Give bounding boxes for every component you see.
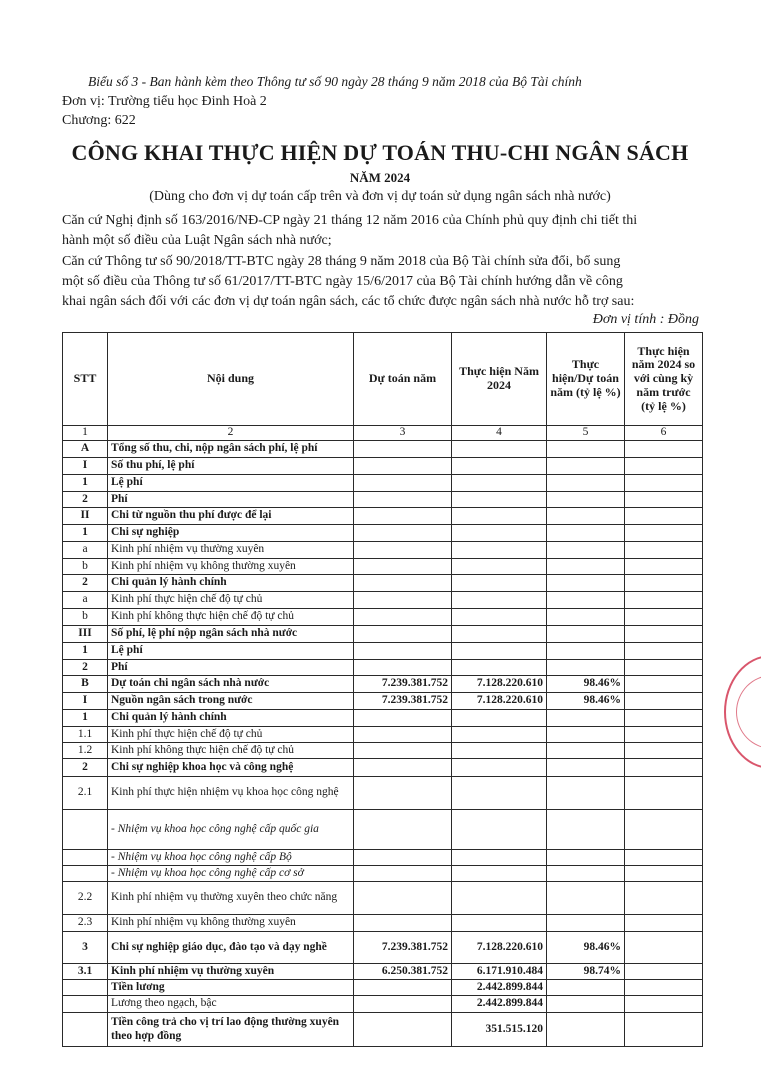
cell-content: Nguồn ngân sách trong nước (108, 693, 354, 710)
table-row (63, 850, 703, 866)
cell-ratio (547, 559, 625, 575)
cell-estimate (354, 850, 452, 866)
cell-yoy (625, 626, 703, 643)
cell-stt: 2.2 (63, 882, 108, 915)
index-cell: 4 (452, 426, 547, 441)
cell-content: Phí (108, 660, 354, 676)
cell-ratio (547, 542, 625, 559)
cell-stt: I (63, 693, 108, 710)
cell-ratio: 98.46% (547, 932, 625, 964)
cell-actual (452, 525, 547, 542)
table-row (63, 592, 703, 609)
cell-estimate (354, 643, 452, 660)
cell-actual (452, 559, 547, 575)
cell-actual (452, 882, 547, 915)
header-stt: STT (63, 333, 108, 426)
cell-ratio (547, 759, 625, 777)
cell-ratio (547, 980, 625, 996)
cell-stt: 2 (63, 575, 108, 592)
cell-actual (452, 915, 547, 932)
cell-yoy (625, 882, 703, 915)
cell-content: Kinh phí nhiệm vụ thường xuyên (108, 542, 354, 559)
cell-content: Lương theo ngạch, bậc (108, 996, 354, 1013)
cell-content: Chi từ nguồn thu phí được để lại (108, 508, 354, 525)
cell-yoy (625, 1013, 703, 1047)
cell-ratio (547, 575, 625, 592)
cell-content: Kinh phí nhiệm vụ thường xuyên theo chức năng (108, 882, 354, 915)
cell-ratio (547, 1013, 625, 1047)
table-row (63, 660, 703, 676)
unit-name: Đơn vị: Trường tiểu học Đinh Hoà 2 (62, 94, 267, 109)
cell-content: Chi quản lý hành chính (108, 710, 354, 727)
cell-ratio (547, 609, 625, 626)
cell-estimate (354, 710, 452, 727)
cell-ratio (547, 866, 625, 882)
cell-estimate (354, 609, 452, 626)
basis-line-3: Căn cứ Thông tư số 90/2018/TT-BTC ngày 28 tháng 9 năm 2018 của Bộ Tài chính sửa đổi, bổ sung (62, 254, 621, 269)
page-title: CÔNG KHAI THỰC HIỆN DỰ TOÁN THU-CHI NGÂN SÁCH (71, 140, 689, 165)
table-row (63, 777, 703, 810)
cell-content: Số phí, lệ phí nộp ngân sách nhà nước (108, 626, 354, 643)
cell-actual: 7.128.220.610 (452, 932, 547, 964)
table-row (63, 1013, 703, 1047)
cell-yoy (625, 980, 703, 996)
cell-yoy (625, 866, 703, 882)
cell-content: Kinh phí thực hiện nhiệm vụ khoa học công nghệ (108, 777, 354, 810)
cell-yoy (625, 850, 703, 866)
cell-content: Tổng số thu, chi, nộp ngân sách phí, lệ phí (108, 441, 354, 458)
cell-actual: 2.442.899.844 (452, 980, 547, 996)
cell-ratio (547, 508, 625, 525)
cell-estimate (354, 441, 452, 458)
cell-content: Lệ phí (108, 643, 354, 660)
table-row (63, 810, 703, 850)
cell-actual (452, 727, 547, 743)
cell-ratio (547, 492, 625, 508)
header-estimate: Dự toán năm (354, 333, 452, 426)
table-row (63, 727, 703, 743)
cell-content: Kinh phí nhiệm vụ không thường xuyên (108, 559, 354, 575)
cell-stt (63, 1013, 108, 1047)
cell-content: Phí (108, 492, 354, 508)
cell-ratio (547, 525, 625, 542)
table-row (63, 915, 703, 932)
cell-estimate: 7.239.381.752 (354, 693, 452, 710)
cell-stt: 1.1 (63, 727, 108, 743)
header-yoy: Thực hiện năm 2024 so với cùng kỳ năm trước (tỷ lệ %) (625, 333, 703, 426)
cell-stt: 1 (63, 643, 108, 660)
basis-line-2: hành một số điều của Luật Ngân sách nhà nước; (62, 233, 332, 248)
table-row (63, 492, 703, 508)
cell-yoy (625, 777, 703, 810)
cell-ratio (547, 643, 625, 660)
basis-line-4: một số điều của Thông tư số 61/2017/TT-BTC ngày 15/6/2017 của Bộ Tài chính hướng dẫn về công (62, 274, 623, 289)
cell-actual: 7.128.220.610 (452, 693, 547, 710)
cell-actual (452, 575, 547, 592)
table-row (63, 609, 703, 626)
cell-ratio (547, 441, 625, 458)
index-cell: 2 (108, 426, 354, 441)
cell-ratio (547, 660, 625, 676)
cell-estimate (354, 727, 452, 743)
table-row (63, 508, 703, 525)
cell-actual (452, 866, 547, 882)
table-row (63, 575, 703, 592)
cell-yoy (625, 475, 703, 492)
cell-stt: 2.1 (63, 777, 108, 810)
cell-estimate (354, 810, 452, 850)
cell-content: Kinh phí nhiệm vụ không thường xuyên (108, 915, 354, 932)
cell-actual (452, 850, 547, 866)
table-row (63, 525, 703, 542)
cell-yoy (625, 693, 703, 710)
cell-stt: A (63, 441, 108, 458)
cell-content: Chi sự nghiệp giáo dục, đào tạo và dạy nghề (108, 932, 354, 964)
index-cell: 6 (625, 426, 703, 441)
cell-content: Tiền lương (108, 980, 354, 996)
cell-yoy (625, 492, 703, 508)
cell-stt: 2 (63, 660, 108, 676)
cell-actual: 7.128.220.610 (452, 676, 547, 693)
cell-ratio (547, 626, 625, 643)
cell-estimate (354, 882, 452, 915)
cell-estimate (354, 777, 452, 810)
cell-ratio (547, 882, 625, 915)
table-row (63, 866, 703, 882)
cell-content: Kinh phí thực hiện chế độ tự chủ (108, 592, 354, 609)
table-row (63, 964, 703, 980)
cell-estimate (354, 915, 452, 932)
cell-content: Kinh phí không thực hiện chế độ tự chủ (108, 609, 354, 626)
cell-yoy (625, 508, 703, 525)
cell-yoy (625, 525, 703, 542)
cell-actual (452, 508, 547, 525)
title-year: NĂM 2024 (349, 170, 411, 185)
cell-ratio: 98.74% (547, 964, 625, 980)
cell-yoy (625, 996, 703, 1013)
cell-actual (452, 660, 547, 676)
cell-stt: b (63, 609, 108, 626)
cell-actual (452, 609, 547, 626)
cell-content: Chi quản lý hành chính (108, 575, 354, 592)
cell-actual (452, 475, 547, 492)
cell-actual (452, 542, 547, 559)
column-index-row (63, 426, 703, 441)
cell-yoy (625, 676, 703, 693)
cell-stt: 1 (63, 525, 108, 542)
cell-yoy (625, 932, 703, 964)
cell-ratio (547, 710, 625, 727)
cell-estimate (354, 743, 452, 759)
table-row (63, 932, 703, 964)
cell-ratio (547, 475, 625, 492)
table-row (63, 559, 703, 575)
cell-actual (452, 492, 547, 508)
cell-ratio: 98.46% (547, 676, 625, 693)
cell-yoy (625, 915, 703, 932)
cell-stt: 1 (63, 710, 108, 727)
currency-unit-label: Đơn vị tính : Đồng (592, 312, 699, 327)
cell-ratio (547, 777, 625, 810)
cell-ratio (547, 592, 625, 609)
table-row (63, 980, 703, 996)
budget-table (62, 332, 703, 1047)
cell-estimate (354, 458, 452, 475)
table-row (63, 882, 703, 915)
cell-ratio: 98.46% (547, 693, 625, 710)
cell-yoy (625, 727, 703, 743)
cell-estimate (354, 492, 452, 508)
cell-content: Chi sự nghiệp khoa học và công nghệ (108, 759, 354, 777)
cell-estimate (354, 508, 452, 525)
table-row (63, 458, 703, 475)
cell-yoy (625, 575, 703, 592)
cell-stt: b (63, 559, 108, 575)
cell-yoy (625, 759, 703, 777)
cell-stt: 1.2 (63, 743, 108, 759)
chapter-code: Chương: 622 (62, 113, 136, 128)
header-ratio: Thực hiện/Dự toán năm (tỷ lệ %) (547, 333, 625, 426)
table-row (63, 475, 703, 492)
cell-actual (452, 759, 547, 777)
cell-content: Số thu phí, lệ phí (108, 458, 354, 475)
cell-actual (452, 810, 547, 850)
cell-stt: III (63, 626, 108, 643)
cell-yoy (625, 810, 703, 850)
cell-stt: 2 (63, 759, 108, 777)
cell-actual: 351.515.120 (452, 1013, 547, 1047)
cell-estimate (354, 559, 452, 575)
cell-content: - Nhiệm vụ khoa học công nghệ cấp quốc gia (108, 810, 354, 850)
cell-yoy (625, 964, 703, 980)
cell-estimate (354, 1013, 452, 1047)
cell-estimate: 7.239.381.752 (354, 676, 452, 693)
cell-estimate (354, 980, 452, 996)
cell-content: Kinh phí nhiệm vụ thường xuyên (108, 964, 354, 980)
cell-yoy (625, 458, 703, 475)
table-row (63, 759, 703, 777)
cell-stt: 3 (63, 932, 108, 964)
cell-ratio (547, 996, 625, 1013)
cell-estimate (354, 592, 452, 609)
cell-actual (452, 710, 547, 727)
cell-yoy (625, 643, 703, 660)
cell-content: Kinh phí không thực hiện chế độ tự chủ (108, 743, 354, 759)
cell-estimate (354, 575, 452, 592)
cell-estimate (354, 759, 452, 777)
cell-actual (452, 626, 547, 643)
cell-estimate (354, 866, 452, 882)
cell-estimate: 7.239.381.752 (354, 932, 452, 964)
cell-stt: 3.1 (63, 964, 108, 980)
cell-yoy (625, 710, 703, 727)
cell-content: Lệ phí (108, 475, 354, 492)
index-cell: 3 (354, 426, 452, 441)
table-row (63, 710, 703, 727)
cell-stt (63, 996, 108, 1013)
cell-content: - Nhiệm vụ khoa học công nghệ cấp cơ sở (108, 866, 354, 882)
cell-actual: 6.171.910.484 (452, 964, 547, 980)
cell-actual (452, 643, 547, 660)
table-row (63, 643, 703, 660)
cell-yoy (625, 743, 703, 759)
cell-actual (452, 743, 547, 759)
cell-content: - Nhiệm vụ khoa học công nghệ cấp Bộ (108, 850, 354, 866)
cell-ratio (547, 850, 625, 866)
index-cell: 5 (547, 426, 625, 441)
cell-estimate (354, 542, 452, 559)
cell-stt: 2 (63, 492, 108, 508)
cell-actual (452, 458, 547, 475)
table-body (63, 426, 703, 1047)
table-row (63, 743, 703, 759)
table-row (63, 676, 703, 693)
cell-yoy (625, 592, 703, 609)
cell-yoy (625, 559, 703, 575)
cell-stt: 1 (63, 475, 108, 492)
cell-ratio (547, 810, 625, 850)
header-actual: Thực hiện Năm 2024 (452, 333, 547, 426)
cell-estimate (354, 525, 452, 542)
cell-ratio (547, 743, 625, 759)
cell-stt: II (63, 508, 108, 525)
table-row (63, 441, 703, 458)
table-row (63, 542, 703, 559)
cell-yoy (625, 609, 703, 626)
cell-estimate (354, 660, 452, 676)
table-row (63, 626, 703, 643)
cell-stt: I (63, 458, 108, 475)
cell-stt: a (63, 542, 108, 559)
cell-ratio (547, 915, 625, 932)
cell-estimate: 6.250.381.752 (354, 964, 452, 980)
cell-ratio (547, 458, 625, 475)
cell-stt (63, 980, 108, 996)
cell-estimate (354, 475, 452, 492)
cell-yoy (625, 542, 703, 559)
index-cell: 1 (63, 426, 108, 441)
cell-content: Dự toán chi ngân sách nhà nước (108, 676, 354, 693)
title-subtitle: (Dùng cho đơn vị dự toán cấp trên và đơn vị dự toán sử dụng ngân sách nhà nước) (149, 189, 611, 204)
cell-content: Chi sự nghiệp (108, 525, 354, 542)
cell-actual: 2.442.899.844 (452, 996, 547, 1013)
cell-content: Tiền công trả cho vị trí lao động thường xuyên theo hợp đồng (108, 1013, 354, 1047)
cell-estimate (354, 996, 452, 1013)
cell-stt: a (63, 592, 108, 609)
cell-stt (63, 850, 108, 866)
table-row (63, 996, 703, 1013)
basis-line-5: khai ngân sách đối với các đơn vị dự toán ngân sách, các tổ chức được ngân sách nhà nước hỗ trợ sau: (62, 294, 635, 309)
cell-content: Kinh phí thực hiện chế độ tự chủ (108, 727, 354, 743)
table-header-row (63, 333, 703, 426)
cell-stt: 2.3 (63, 915, 108, 932)
cell-actual (452, 592, 547, 609)
cell-actual (452, 441, 547, 458)
cell-estimate (354, 626, 452, 643)
cell-stt: B (63, 676, 108, 693)
cell-stt (63, 866, 108, 882)
cell-ratio (547, 727, 625, 743)
form-note: Biểu số 3 - Ban hành kèm theo Thông tư số 90 ngày 28 tháng 9 năm 2018 của Bộ Tài chính (88, 74, 582, 89)
cell-yoy (625, 441, 703, 458)
header-content: Nội dung (108, 333, 354, 426)
cell-stt (63, 810, 108, 850)
cell-actual (452, 777, 547, 810)
basis-line-1: Căn cứ Nghị định số 163/2016/NĐ-CP ngày 21 tháng 12 năm 2016 của Chính phủ quy định chi tiết thi (62, 213, 638, 228)
table-row (63, 693, 703, 710)
cell-yoy (625, 660, 703, 676)
